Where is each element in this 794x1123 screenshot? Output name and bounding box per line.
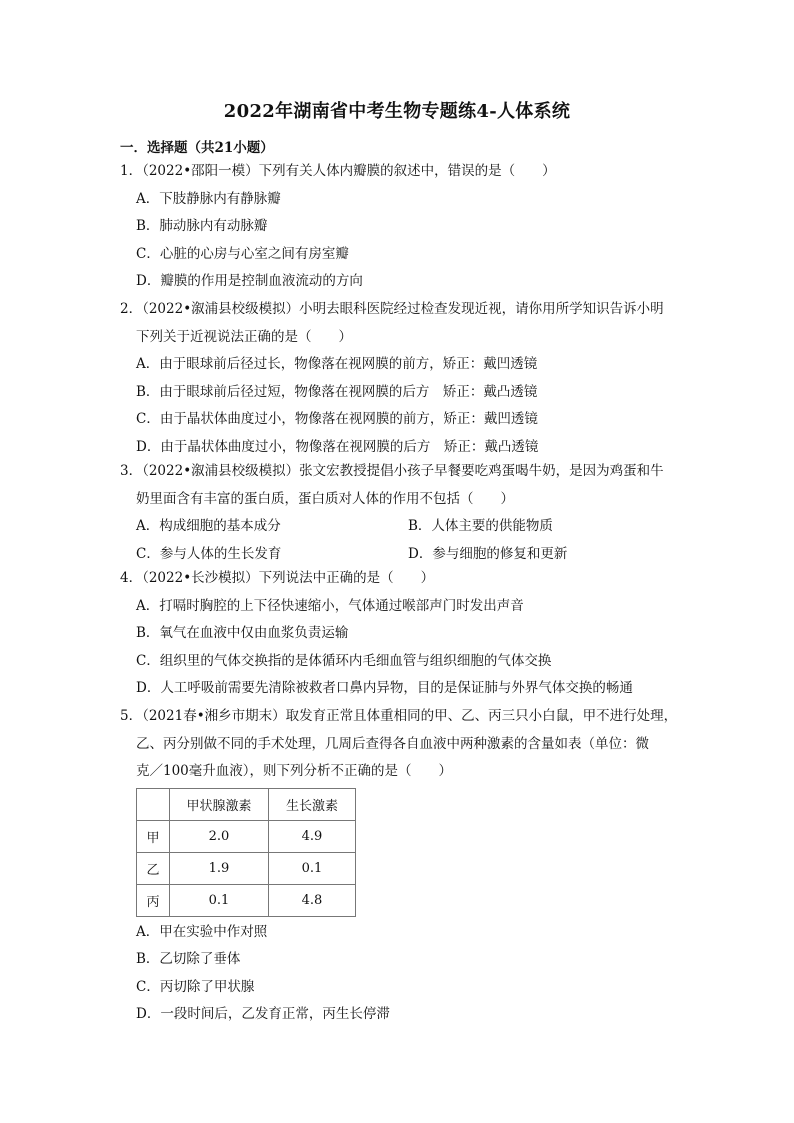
table-cell: 乙 — [137, 852, 170, 884]
option-c[interactable]: C．丙切除了甲状腺 — [136, 978, 255, 995]
table-header-row — [137, 788, 356, 820]
table-row — [137, 884, 356, 916]
question-1 — [120, 158, 680, 296]
table-header-cell — [137, 788, 170, 820]
option-d[interactable]: D．由于晶状体曲度过小，物像落在视网膜的后方 矫正：戴凸透镜 — [136, 438, 539, 455]
question-text-line-1: （2021春•湘乡市期末）取发育正常且体重相同的甲、乙、丙三只小白鼠，甲不进行处理， — [142, 708, 678, 724]
option-b[interactable]: B．由于眼球前后径过短，物像落在视网膜的后方 矫正：戴凸透镜 — [136, 383, 538, 400]
options-row-1 — [120, 513, 680, 541]
option-a[interactable]: A．打嗝时胸腔的上下径快速缩小，气体通过喉部声门时发出声音 — [136, 597, 524, 614]
option-d[interactable]: D．人工呼吸前需要先清除被救者口鼻内异物，目的是保证肺与外界气体交换的畅通 — [136, 680, 633, 696]
table-cell: 甲 — [137, 820, 170, 852]
option-c[interactable]: C．参与人体的生长发育 — [136, 545, 282, 562]
question-number: 4． — [120, 570, 143, 586]
option-d[interactable]: D．参与细胞的修复和更新 — [408, 545, 568, 562]
section-heading: 一．选择题（共21小题） — [120, 140, 274, 156]
table-row — [137, 820, 356, 852]
question-text-line-2: 下列关于近视说法正确的是（ ） — [136, 328, 352, 345]
option-a[interactable]: A．构成细胞的基本成分 — [136, 518, 281, 534]
table-cell: 1.9 — [170, 852, 269, 884]
table-cell: 4.9 — [269, 820, 356, 852]
question-stem — [120, 458, 680, 513]
question-stem — [120, 158, 680, 186]
page-title: 2022年湖南省中考生物专题练4-人体系统 — [223, 101, 571, 122]
option-c[interactable]: C．由于晶状体曲度过小，物像落在视网膜的前方，矫正：戴凹透镜 — [136, 411, 538, 427]
question-stem — [120, 703, 680, 786]
option-a[interactable]: A．下肢静脉内有静脉瓣 — [136, 190, 281, 207]
question-3 — [120, 458, 680, 568]
option-b[interactable]: B．肺动脉内有动脉瓣 — [136, 218, 268, 234]
hormone-table — [136, 788, 356, 917]
question-text-line-2: 乙、丙分别做不同的手术处理，几周后查得各自血液中两种激素的含量如表（单位：微 — [136, 735, 649, 752]
option-b[interactable]: B．乙切除了垂体 — [136, 951, 241, 967]
option-d[interactable]: D．瓣膜的作用是控制血液流动的方向 — [136, 273, 363, 289]
question-stem — [120, 565, 680, 593]
question-text: （2022•长沙模拟）下列说法中正确的是（ ） — [142, 570, 435, 586]
question-text-line-3: 克／100毫升血液），则下列分析不正确的是（ ） — [136, 763, 453, 779]
question-4 — [120, 565, 680, 703]
table-cell: 4.8 — [269, 884, 356, 916]
question-stem — [120, 296, 680, 351]
table-cell: 丙 — [137, 884, 170, 916]
table-cell: 0.1 — [170, 884, 269, 916]
question-number: 3． — [120, 463, 143, 479]
option-a[interactable]: A．由于眼球前后径过长，物像落在视网膜的前方，矫正：戴凹透镜 — [136, 356, 538, 372]
option-c[interactable]: C．组织里的气体交换指的是体循环内毛细血管与组织细胞的气体交换 — [136, 652, 552, 669]
question-text: （2022•邵阳一模）下列有关人体内瓣膜的叙述中，错误的是（ ） — [142, 163, 556, 179]
question-number: 1． — [120, 163, 143, 179]
question-5 — [120, 703, 680, 1029]
question-text-line-1: （2022•溆浦县校级模拟）张文宏教授提倡小孩子早餐要吃鸡蛋喝牛奶，是因为鸡蛋和牛 — [142, 463, 664, 479]
table-cell: 2.0 — [170, 820, 269, 852]
option-c[interactable]: C．心脏的心房与心室之间有房室瓣 — [136, 245, 349, 262]
table-header-cell: 生长激素 — [269, 788, 356, 820]
question-2 — [120, 296, 680, 461]
option-a[interactable]: A．甲在实验中作对照 — [136, 923, 268, 940]
question-text-line-2: 奶里面含有丰富的蛋白质，蛋白质对人体的作用不包括（ ） — [136, 490, 514, 507]
question-number: 2． — [120, 301, 143, 317]
question-text-line-1: （2022•溆浦县校级模拟）小明去眼科医院经过检查发现近视，请你用所学知识告诉小明 — [142, 301, 664, 317]
option-b[interactable]: B．氧气在血液中仅由血浆负责运输 — [136, 625, 349, 641]
table-row — [137, 852, 356, 884]
table-header-cell: 甲状腺激素 — [170, 788, 269, 820]
question-number: 5． — [120, 708, 143, 724]
option-d[interactable]: D．一段时间后，乙发育正常，丙生长停滞 — [136, 1006, 390, 1022]
options-row-2 — [120, 541, 680, 569]
table-cell: 0.1 — [269, 852, 356, 884]
option-b[interactable]: B．人体主要的供能物质 — [408, 518, 553, 534]
